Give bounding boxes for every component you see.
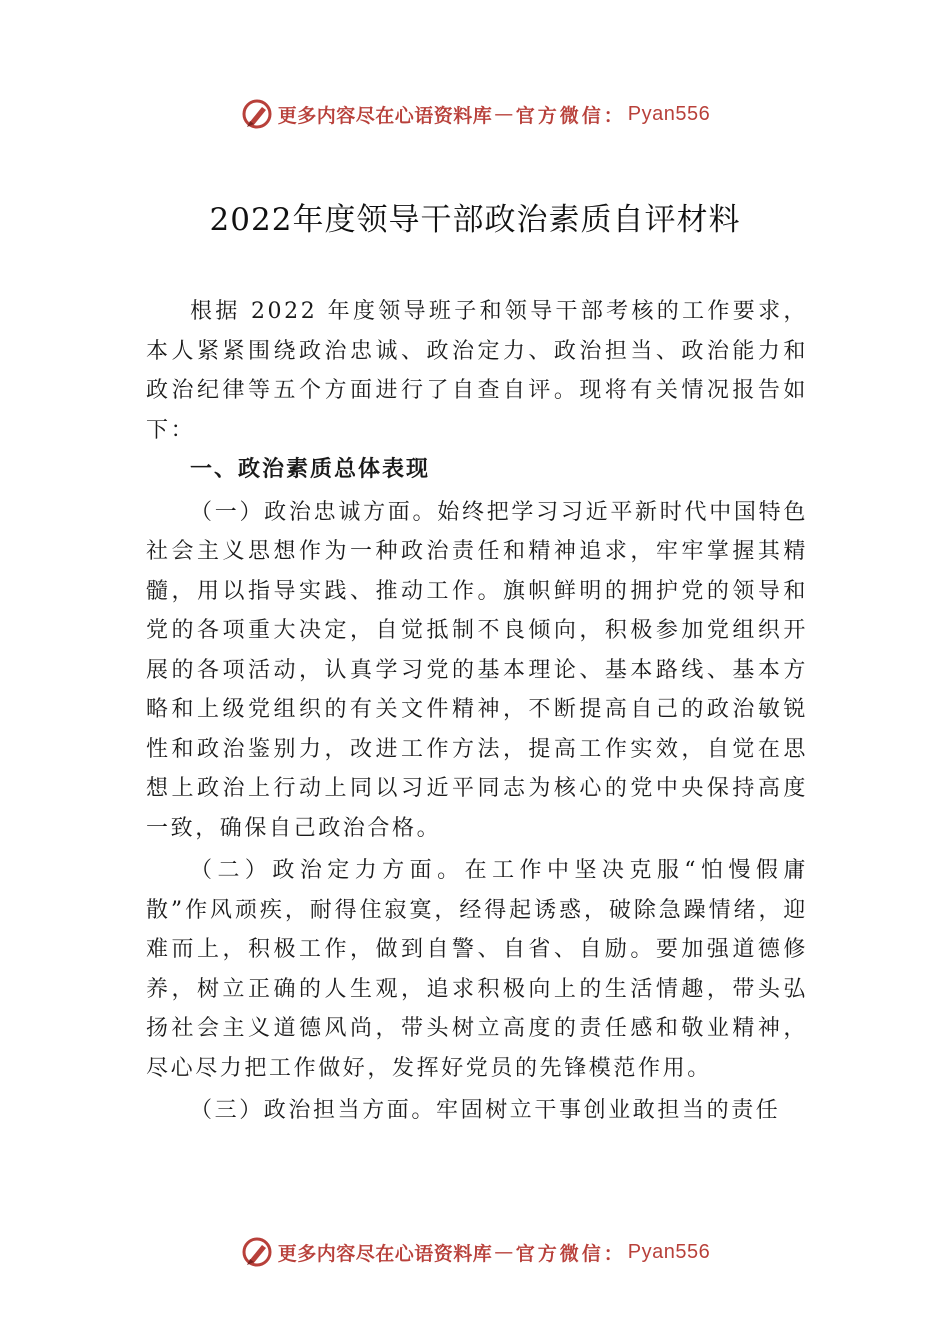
pen-nib-logo-icon — [240, 97, 274, 131]
watermark-brand-text: 更多内容尽在心语资料库 — [277, 1242, 493, 1265]
watermark-brand-text: 更多内容尽在心语资料库 — [277, 104, 493, 127]
watermark-header — [0, 94, 950, 134]
watermark-label: 官方微信： — [515, 1242, 626, 1265]
document-title: 2022年度领导干部政治素质自评材料 — [209, 202, 741, 238]
paragraph-political-loyalty: （一）政治忠诚方面。始终把学习习近平新时代中国特色社会主义思想作为一种政治责任和精神追求，牢牢掌握其精髓，用以指导实践、推动工作。旗帜鲜明的拥护党的领导和党的各项重大决定，自觉抵制不良倾向，积极参加党组织开展的各项活动，认真学习党的基本理论、基本路线、基本方略和上级党组织的有关文件精神，不断提高自己的政治敏锐性和政治鉴别力，改进工作方法，提高工作实效，自觉在思想上政治上行动上同以习近平同志为核心的党中央保持高度一致，确保自己政治合格。 — [146, 499, 808, 841]
watermark-dash: — — [494, 1241, 514, 1263]
intro-paragraph: 根据 2022 年度领导班子和领导干部考核的工作要求，本人紧紧围绕政治忠诚、政治定力、政治担当、政治能力和政治纪律等五个方面进行了自查自评。现将有关情况报告如下： — [146, 299, 808, 443]
document-body — [146, 292, 808, 1131]
paragraph-political-resolve: （二）政治定力方面。在工作中坚决克服“怕慢假庸散”作风顽疾，耐得住寂寞，经得起诱惑，破除急躁情绪，迎难而上，积极工作，做到自警、自省、自励。要加强道德修养，树立正确的人生观，追求积极向上的生活情趣，带头弘扬社会主义道德风尚，带头树立高度的责任感和敬业精神，尽心尽力把工作做好，发挥好党员的先锋模范作用。 — [146, 858, 808, 1081]
section-heading-1: 一、政治素质总体表现 — [190, 457, 431, 482]
watermark-footer — [0, 1232, 950, 1272]
watermark-label: 官方微信： — [515, 104, 626, 127]
pen-nib-logo-icon — [240, 1235, 274, 1269]
watermark-wechat-id: Pyan556 — [627, 102, 711, 125]
watermark-dash: — — [494, 103, 514, 125]
paragraph-political-responsibility: （三）政治担当方面。牢固树立干事创业敢担当的责任 — [190, 1098, 781, 1123]
watermark-wechat-id: Pyan556 — [627, 1240, 711, 1263]
